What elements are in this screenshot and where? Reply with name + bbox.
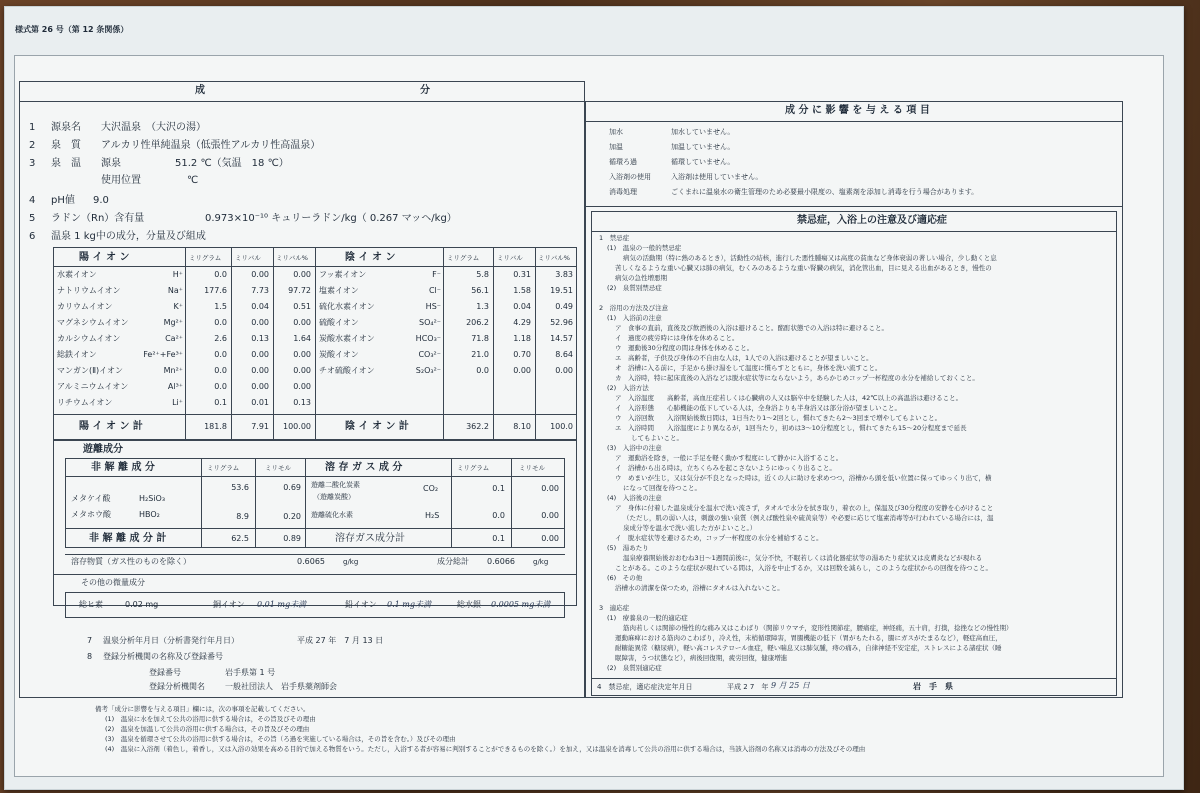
caution-line: (3) 入浴中の注意: [607, 444, 662, 452]
cation-title: 陽 イ オ ン: [79, 252, 130, 263]
trace-copper-value: 0.01 mg未満: [257, 600, 307, 609]
left-header-b: 分: [420, 85, 430, 96]
nondiss-total-mmol: 0.89: [283, 534, 301, 543]
caution-line: になって回復を待つこと。: [623, 484, 701, 492]
caution-header: 禁忌症，入浴上の注意及び適応症: [797, 215, 947, 226]
anion-col-mg: ミリグラム: [447, 254, 480, 262]
caution-line: (1) 療養泉の一般的適応症: [607, 614, 688, 622]
trace-mercury-value: 0.0005 mg未満: [491, 600, 551, 609]
gas-col-mmol: ミリモル: [519, 464, 545, 472]
caution-line: ア 入浴温度 高齢者，高血圧症若しくは心臓病の人又は脳卒中を経験した人は，42℃以上の高温浴は避けること。: [615, 394, 963, 402]
anion-total-mg: 362.2: [466, 422, 489, 431]
free-title: 遊離成分: [83, 444, 123, 455]
caution-line: ウ めまいが生じ，又は気分が不良となった時は，近くの人に助けを求めつつ，浴槽から頭を低い位置に保ってゆっくり出て，横: [615, 474, 992, 482]
caution-line: ウ 入浴回数 入浴開始後数日間は，1日当たり1～2回とし，慣れてきたら2～3回まで増やしてもよいこと。: [615, 414, 942, 422]
dissolved-label: 溶存物質（ガス性のものを除く）: [71, 557, 191, 566]
caution-line: ア 運動浴を除き，一般に手足を軽く動かす程度にして静かに入浴すること。: [615, 454, 843, 462]
issuer: 岩 手 県: [913, 682, 953, 691]
total-label: 成分総計: [437, 557, 469, 566]
caution-line: (5) 湯あたり: [607, 544, 649, 552]
analysis-sheet: 成 分 1 源泉名 大沢温泉 （大沢の湯） 2 泉 質 アルカリ性単純温泉（低張性アルカリ性高温泉） 3 泉 温 源泉 51.2 ℃（気温 18 ℃） 使用位置 ℃ 4 pH値 9.0 5 ラドン（Rn）含有量 0.973×10⁻¹⁰ キュリーラドン/kg（ 0.267 マッヘ/kg） 6 温泉 1 kg中の成分，分量及び組成 陽 イ オ ン ミリグラム ミリバル ミリバル% 陰 イ オ ン ミリグラム ミリバル ミリバル% 陽 イ オ ン 計 181.8 7.91 100.00 陰 イ オ ン 計 362.2 8.10 100.0 遊離成分 非 解 離 成 分 ミリグラム ミリモル 溶 存 ガ ス 成 分 ミリグラム ミリモル メタケイ酸 H₂SiO₃ 53.6 0.69 メタホウ酸 HBO₂ 8.9 0.20 遊離二酸化炭素 （遊離炭酸） CO₂ 0.1 0.00 遊離硫化水素 H₂S 0.0 0.00 非 解 離 成 分 計 62.5 0.89 溶存ガス成分計 0.1 0.00 溶存物質（ガス性のものを除く） 0.6065 g/kg 成分総計 0.6066 g/kg その他の微量成分 総ヒ素 0.02 mg 銅イオン 0.01 mg未満 鉛イオン 0.1 mg未満 総水銀 0.0005 mg未満 7 温泉分析年月日（分析書発行年月日） 平成 27 年 7 月 13 日 8 登録分析機関の名称及び登録番号 登録番号 岩手県第 1 号 登録分析機関名 一般社団法人 岩手県薬剤師会 成 分 に 影 響 を 与 え る 項 目 禁忌症，入浴上の注意及び適応症 4 禁忌症，適応症決定年月日 平成 2 7 年 9 月 25 日 岩 手 県 水素イオン H⁺ 0.0 0.00 0.00 ナトリウムイオン Na⁺ 177.6 7.73 97.72 カリウムイオン K⁺ 1.5 0.04 0.51 マグネシウムイオン Mg²⁺ 0.0 0.00 0.00 カルシウムイオン Ca²⁺ 2.6 0.13 1.64 総鉄イオン Fe²⁺+Fe³⁺ 0.0 0.00 0.00 マンガン(Ⅱ)イオン Mn²⁺ 0.0 0.00 0.00 アルミニウムイオン Al³⁺ 0.0 0.00 0.00 リチウムイオン Li⁺ 0.1 0.01 0.13 フッ素イオン F⁻ 5.8 0.31 3.83 塩素イオン Cl⁻ 56.1 1.58 19.51 硫化水素イオン HS⁻ 1.3 0.04 0.49 硫酸イオン SO₄²⁻ 206.2 4.29 52.96 炭酸水素イオン HCO₃⁻ 71.8 1.18 14.57 炭酸イオン CO₃²⁻ 21.0 0.70 8.64 チオ硫酸イオン S₂O₃²⁻ 0.0 0.00 0.00 加水 加水していません。 加温 加温していません。 循環ろ過 循環していません。 入浴剤の使用 入浴剤は使用していません。 消毒処理 ごくまれに温泉水の衛生管理のため必要最小限度の、塩素剤を添加し消毒を行う場合があります。 1 禁忌症 (1) 温泉の一般的禁忌症 病気の活動期（特に熱のあるとき），活動性の結核，進行した悪性腫瘍又は高度の貧血など身体衰弱の著しい場合，少し動くと息 苦しくなるような重い心臓又は肺の病気，むくみのあるような重い腎臓の病気，消化管出血，目に見える出血があるとき，慢性の 病気の急性増悪期 (2) 泉質別禁忌症 2 浴用の方法及び注意 (1) 入浴前の注意 ア 食事の直前，直後及び飲酒後の入浴は避けること。酩酊状態での入浴は特に避けること。 イ 過度の疲労時には身体を休めること。 ウ 運動後30分程度の間は身体を休めること。 エ 高齢者，子供及び身体の不自由な人は，1人での入浴は避けることが望ましいこと。 オ 浴槽に入る前に，手足から掛け湯をして温度に慣らすとともに，身体を洗い流すこと。 カ 入浴時，特に起床直後の入浴などは脱水症状等にならないよう，あらかじめコップ一杯程度の水分を補給しておくこと。 (2) 入浴方法 ア 入浴温度 高齢者，高血圧症若しくは心臓病の人又は脳卒中を経験した人は，42℃以上の高温浴は避けること。 イ 入浴形態 心肺機能の低下している人は，全身浴よりも半身浴又は部分浴が望ましいこと。 ウ 入浴回数 入浴開始後数日間は，1日当たり1～2回とし，慣れてきたら2～3回まで増やしてもよいこと。 エ 入浴時間 入浴温度により異なるが，1回当たり，初めは3～10分程度とし，慣れてきたら15～20分程度まで延長 してもよいこと。 (3) 入浴中の注意 ア 運動浴を除き，一般に手足を軽く動かす程度にして静かに入浴すること。 イ 浴槽から出る時は，立ちくらみを起こさないようにゆっくり出ること。 ウ めまいが生じ，又は気分が不良となった時は，近くの人に助けを求めつつ，浴槽から頭を低い位置に保ってゆっくり出て，横 になって回復を待つこと。 (4) 入浴後の注意 ア 身体に付着した温泉成分を温水で洗い流さず，タオルで水分を拭き取り，着衣の上，保温及び30分程度の安静を心がけること （ただし，肌の弱い人は，刺激の強い泉質（例えば酸性泉や硫黄泉等）や必要に応じて塩素消毒等が行われている場合には，温 泉成分等を温水で洗い流した方がよいこと。） イ 脱水症状等を避けるため，コップ一杯程度の水分を補給すること。 (5) 湯あたり 温泉療養開始後おおむね3日～1週間前後に，気分不快，不眠若しくは消化器症状等の湯あたり症状又は皮膚炎などが現れる ことがある。このような症状が現れている間は，入浴を中止するか，又は回数を減らし，このような症状からの回復を待つこと。 (6) その他 浴槽水の清潔を保つため，浴槽にタオルは入れないこと。 3 適応症 (1) 療養泉の一般的適応症 筋肉若しくは関節の慢性的な痛み又はこわばり（関節リウマチ，変形性関節症，腰痛症，神経痛，五十肩，打撲，捻挫などの慢性期） 運動麻痺における筋肉のこわばり，冷え性，末梢循環障害，胃腸機能の低下（胃がもたれる，腸にガスがたまるなど），軽症高血圧， 耐糖能異常（糖尿病），軽い高コレステロール血症，軽い喘息又は肺気腫，痔の痛み，自律神経不安定症，ストレスによる諸症状（睡 眠障害，うつ状態など），病後回復期，疲労回復，健康増進 (2) 泉質別適応症 備考「成分に影響を与える項目」欄には，次の事項を記載してください。 (1) 温泉に水を加えて公共の浴用に供する場合は，その旨及びその理由 (2) 温泉を加温して公共の浴用に供する場合は，その旨及びその理由 (3) 温泉を循環させて公共の浴用に供する場合は，その旨（ろ過を実施している場合は，その旨を含む。）及びその理由 (4) 温泉に入浴剤（着色し，着香し，又は入浴の効果を高める目的で加える物質をいう。ただし，入浴する者が容易に判別することができるものを除く。）を加え，又は温泉を消毒して公共の浴用に供する場合は，当該入浴剤の名称又は消毒の方法及びその理由: [14, 55, 1164, 777]
cation-total-mg: 181.8: [204, 422, 227, 431]
anion-total-pct: 100.0: [550, 422, 573, 431]
caution-line: イ 浴槽から出る時は，立ちくらみを起こさないようにゆっくり出ること。: [615, 464, 836, 472]
note-line: 備考「成分に影響を与える項目」欄には，次の事項を記載してください。: [95, 705, 310, 713]
gas-total-mg: 0.1: [492, 534, 505, 543]
caution-line: 泉成分等を温水で洗い流した方がよいこと。）: [623, 524, 757, 532]
caution-line: 病気の急性増悪期: [615, 274, 667, 282]
total-value: 0.6066: [487, 557, 515, 566]
caution-line: (6) その他: [607, 574, 643, 582]
factors-header: 成 分 に 影 響 を 与 え る 項 目: [785, 105, 930, 116]
caution-line: イ 脱水症状等を避けるため，コップ一杯程度の水分を補給すること。: [615, 534, 823, 542]
total-unit: g/kg: [533, 558, 549, 566]
note-line: (2) 温泉を加温して公共の浴用に供する場合は，その旨及びその理由: [105, 725, 310, 733]
caution-line: ことがある。このような症状が現れている間は，入浴を中止するか，又は回数を減らし，このような症状からの回復を待つこと。: [615, 564, 992, 572]
caution-line: ウ 運動後30分程度の間は身体を休めること。: [615, 344, 754, 352]
dissolved-value: 0.6065: [297, 557, 325, 566]
caution-line: 眠障害，うつ状態など），病後回復期，疲労回復，健康増進: [615, 654, 788, 662]
note-line: (4) 温泉に入浴剤（着色し，着香し，又は入浴の効果を高める目的で加える物質をいう。ただし，入浴する者が容易に判別することができるものを除く。）を加え，又は温泉を消毒して公共の浴用に供する場合は，当該入浴剤の名称又は消毒の方法及びその理由: [105, 745, 866, 753]
decision-date-handwritten: 9 月 25 日: [771, 681, 810, 690]
form-number: 様式第 26 号（第 12 条関係）: [15, 25, 129, 34]
caution-line: 筋肉若しくは関節の慢性的な痛み又はこわばり（関節リウマチ，変形性関節症，腰痛症，神経痛，五十肩，打撲，捻挫などの慢性期）: [623, 624, 1013, 632]
free-col-mg: ミリグラム: [207, 464, 240, 472]
trace-lead-label: 鉛イオン: [345, 600, 377, 609]
caution-line: イ 過度の疲労時には身体を休めること。: [615, 334, 739, 342]
caution-line: カ 入浴時，特に起床直後の入浴などは脱水症状等にならないよう，あらかじめコップ一杯程度の水分を補給しておくこと。: [615, 374, 979, 382]
anion-title: 陰 イ オ ン: [345, 252, 396, 263]
anion-total-mval: 8.10: [513, 422, 531, 431]
caution-line: (1) 入浴前の注意: [607, 314, 662, 322]
note-line: (3) 温泉を循環させて公共の浴用に供する場合は，その旨（ろ過を実施している場合は，その旨を含む。）及びその理由: [105, 735, 456, 743]
gas-title: 溶 存 ガ ス 成 分: [325, 462, 403, 473]
caution-line: イ 入浴形態 心肺機能の低下している人は，全身浴よりも半身浴又は部分浴が望ましいこと。: [615, 404, 901, 412]
caution-line: ア 食事の直前，直後及び飲酒後の入浴は避けること。酩酊状態での入浴は特に避けること。: [615, 324, 888, 332]
caution-line: 3 適応症: [599, 604, 630, 612]
left-header-a: 成: [195, 85, 205, 96]
caution-line: (4) 入浴後の注意: [607, 494, 662, 502]
trace-arsenic-value: 0.02 mg: [125, 600, 159, 609]
caution-line: 2 浴用の方法及び注意: [599, 304, 669, 312]
cation-total-pct: 100.00: [283, 422, 311, 431]
cation-col-pct: ミリバル%: [276, 254, 308, 262]
caution-line: 苦しくなるような重い心臓又は肺の病気，むくみのあるような重い腎臓の病気，消化管出血，目に見える出血があるとき，慢性の: [615, 264, 992, 272]
trace-copper-label: 銅イオン: [213, 600, 245, 609]
dissolved-unit: g/kg: [343, 558, 359, 566]
anion-total-label: 陰 イ オ ン 計: [345, 421, 409, 432]
cation-col-mval: ミリバル: [235, 254, 261, 262]
caution-line: (2) 入浴方法: [607, 384, 649, 392]
nondiss-total-label: 非 解 離 成 分 計: [89, 533, 167, 544]
caution-line: 浴槽水の清潔を保つため，浴槽にタオルは入れないこと。: [615, 584, 784, 592]
caution-line: エ 高齢者，子供及び身体の不自由な人は，1人での入浴は避けることが望ましいこと。: [615, 354, 873, 362]
gas-col-mg: ミリグラム: [457, 464, 490, 472]
caution-line: 温泉療養開始後おおむね3日～1週間前後に，気分不快，不眠若しくは消化器症状等の湯あたり症状又は皮膚炎などが現れる: [623, 554, 983, 562]
anion-col-mval: ミリバル: [497, 254, 523, 262]
cation-total-mval: 7.91: [251, 422, 269, 431]
caution-line: (2) 泉質別適応症: [607, 664, 662, 672]
trace-arsenic-label: 総ヒ素: [79, 600, 103, 609]
gas-total-label: 溶存ガス成分計: [335, 533, 405, 544]
anion-col-pct: ミリバル%: [538, 254, 570, 262]
caution-line: （ただし，肌の弱い人は，刺激の強い泉質（例えば酸性泉や硫黄泉等）や必要に応じて塩素消毒等が行われている場合には，温: [623, 514, 994, 522]
trace-mercury-label: 総水銀: [457, 600, 481, 609]
trace-lead-value: 0.1 mg未満: [387, 600, 431, 609]
caution-line: (1) 温泉の一般的禁忌症: [607, 244, 682, 252]
caution-line: (2) 泉質別禁忌症: [607, 284, 662, 292]
caution-line: 耐糖能異常（糖尿病），軽い高コレステロール血症，軽い喘息又は肺気腫，痔の痛み，自律神経不安定症，ストレスによる諸症状（睡: [615, 644, 1002, 652]
caution-line: 1 禁忌症: [599, 234, 630, 242]
caution-line: してもよいこと。: [631, 434, 683, 442]
trace-title: その他の微量成分: [81, 578, 145, 587]
caution-line: ア 身体に付着した温泉成分を温水で洗い流さず，タオルで水分を拭き取り，着衣の上，保温及び30分程度の安静を心がけること: [615, 504, 994, 512]
decision-label: 4 禁忌症，適応症決定年月日: [597, 683, 693, 691]
nondiss-total-mg: 62.5: [231, 534, 249, 543]
caution-line: 病気の活動期（特に熱のあるとき），活動性の結核，進行した悪性腫瘍又は高度の貧血など身体衰弱の著しい場合，少し動くと息: [623, 254, 997, 262]
note-line: (1) 温泉に水を加えて公共の浴用に供する場合は，その旨及びその理由: [105, 715, 316, 723]
cation-total-label: 陽 イ オ ン 計: [79, 421, 143, 432]
gas-total-mmol: 0.00: [541, 534, 559, 543]
caution-line: 運動麻痺における筋肉のこわばり，冷え性，末梢循環障害，胃腸機能の低下（胃がもたれる，腸にガスがたまるなど），軽症高血圧，: [615, 634, 1002, 642]
cation-col-mg: ミリグラム: [189, 254, 222, 262]
caution-line: エ 入浴時間 入浴温度により異なるが，1回当たり，初めは3～10分程度とし，慣れてきたら15～20分程度まで延長: [615, 424, 967, 432]
nondiss-title: 非 解 離 成 分: [91, 462, 155, 473]
free-col-mmol: ミリモル: [265, 464, 291, 472]
decision-era: 平成 2 7 年: [727, 683, 769, 691]
caution-line: オ 浴槽に入る前に，手足から掛け湯をして温度に慣らすとともに，身体を洗い流すこと。: [615, 364, 882, 372]
